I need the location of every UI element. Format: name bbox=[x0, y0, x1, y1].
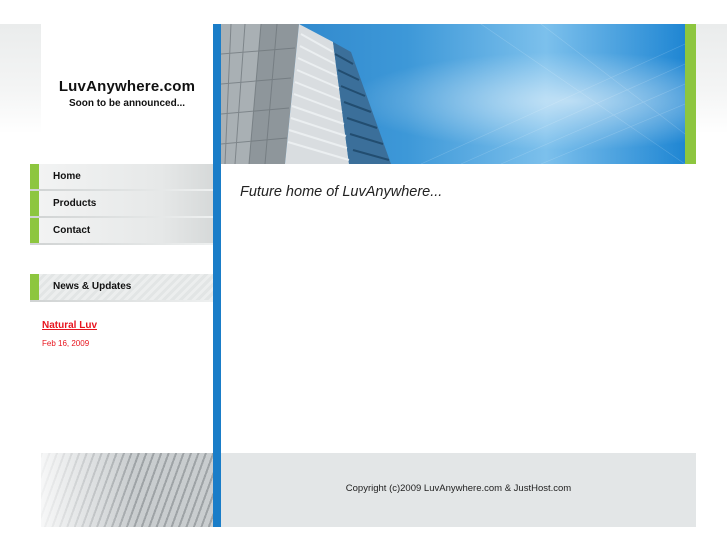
site-tagline: Soon to be announced... bbox=[68, 98, 186, 109]
page-footer bbox=[221, 453, 696, 527]
blue-divider bbox=[213, 24, 221, 527]
main-nav bbox=[30, 164, 213, 245]
nav-item-label: Home bbox=[53, 171, 81, 182]
header-green-accent bbox=[685, 24, 696, 164]
background-band-left bbox=[0, 24, 41, 134]
nav-item-label: Contact bbox=[53, 225, 91, 236]
nav-item-label: Products bbox=[53, 198, 97, 209]
logo-area bbox=[41, 24, 213, 164]
news-section-heading bbox=[30, 274, 213, 300]
nav-item-products[interactable] bbox=[30, 191, 213, 216]
copyright-text: Copyright (c)2009 LuvAnywhere.com & JustHost.com bbox=[345, 483, 572, 494]
news-heading-label: News & Updates bbox=[53, 281, 132, 292]
nav-item-home[interactable] bbox=[30, 164, 213, 189]
left-footer-building-image bbox=[41, 453, 213, 527]
nav-item-contact[interactable] bbox=[30, 218, 213, 243]
news-item-date: Feb 16, 2009 bbox=[42, 339, 90, 348]
site-title: LuvAnywhere.com bbox=[58, 78, 196, 95]
news-item-link[interactable]: Natural Luv bbox=[42, 320, 98, 331]
background-band-right bbox=[696, 24, 727, 134]
main-headline: Future home of LuvAnywhere... bbox=[240, 184, 443, 200]
header-skyscraper-image bbox=[221, 24, 685, 164]
skyscraper-icon bbox=[221, 24, 685, 164]
